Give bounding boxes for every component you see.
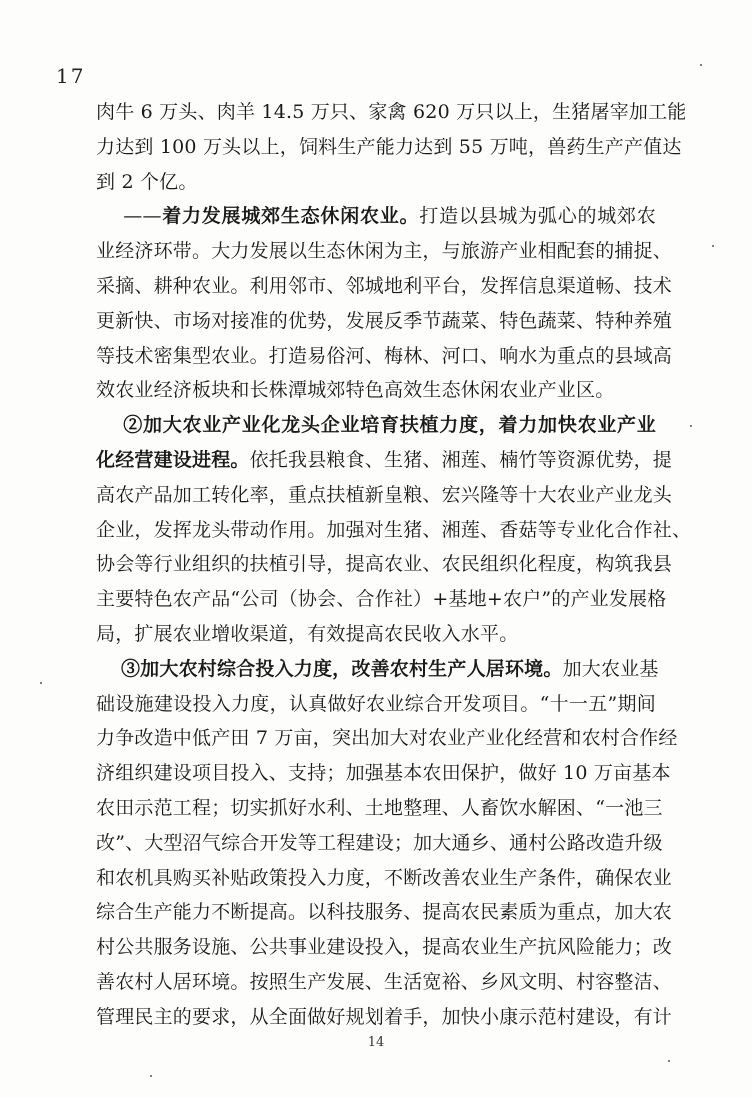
text-line [96,269,673,304]
text-line [96,791,663,826]
heading-text: 着力发展城郊生态休闲农业。 [161,205,420,228]
text-line [96,582,667,617]
text-line [96,478,673,513]
scan-speck [700,64,702,66]
line-text: 济组织建设项目投入、支持；加强基本农田保护，做好 10 万亩基本 [96,762,671,785]
text-line [96,965,673,1000]
line-text: 肉牛 6 万头、肉羊 14.5 万只、家禽 620 万只以上，生猪屠宰加工能 [96,101,687,123]
text-line [96,304,673,339]
line-text: 企业，发挥龙头带动作用。加强对生猪、湘莲、香菇等专业化合作社、 [96,518,692,541]
text-line [96,130,682,165]
line-text: 农田示范工程；切实抓好水利、土地整理、人畜饮水解困、“一池三 [96,796,663,819]
line-text: 善农村人居环境。按照生产发展、生活宽裕、乡风文明、村容整洁、 [96,970,673,993]
text-line [96,861,673,896]
scan-speck [40,682,42,684]
heading-text: 化经营建设进程。 [96,448,250,471]
line-text: 依托我县粮食、生猪、湘莲、楠竹等资源优势，提 [249,448,673,471]
body-text [96,95,692,1035]
text-line [96,234,673,269]
heading-text: ②加大农业产业化龙头企业培育扶植力度，着力加快农业产业 [123,414,656,437]
line-text: —— [96,205,162,228]
text-line [96,617,656,652]
text-line [96,373,656,408]
line-text: 综合生产能力不断提高。以科技服务、提高农民素质为重点，加大农 [96,901,673,924]
text-line [96,895,673,930]
scan-speck [668,1060,670,1062]
line-text: 更新快、市场对接准的优势，发展反季节蔬菜、特色蔬菜、特种养殖 [96,309,673,332]
line-text: 等技术密集型农业。打造易俗河、梅林、河口、响水为重点的县域高 [96,344,673,367]
line-text: 采摘、耕种农业。利用邻市、邻城地利平台，发挥信息渠道畅、技术 [96,274,673,297]
line-text: 到 2 个亿。 [96,170,198,193]
text-line [96,165,656,200]
line-text: 和农机具购买补贴政策投入力度，不断改善农业生产条件，确保农业 [96,866,673,889]
text-line [96,930,673,965]
text-line [96,95,687,130]
text-line [96,199,656,234]
text-line [96,443,673,478]
line-text: 效农业经济板块和长株潭城郊特色高效生态休闲农业产业区。 [96,379,615,402]
text-line [96,408,656,443]
line-text: 主要特色农产品“公司（协会、合作社）+基地+农户”的产业发展格 [96,588,667,611]
line-text: 力争改造中低产田 7 万亩，突出加大对农业产业化经营和农村合作经 [96,727,678,750]
text-line [96,756,671,791]
line-text: 局，扩展农业增收渠道，有效提高农民收入水平。 [96,622,519,645]
text-line [96,547,673,582]
line-text: 打造以县城为弧心的城郊农 [419,205,657,228]
line-text: 高农产品加工转化率，重点扶植新皇粮、宏兴隆等十大农业产业龙头 [96,483,673,506]
line-text: 管理民主的要求，从全面做好规划着手，加快小康示范村建设，有计 [96,1005,673,1028]
text-line [96,513,692,548]
scan-speck [150,1075,152,1077]
text-line [96,339,673,374]
text-line [96,826,663,861]
line-text: 改”、大型沼气综合开发等工程建设；加大通乡、通村公路改造升级 [96,831,663,854]
line-text [96,658,121,680]
line-text: 础设施建设投入力度，认真做好农业综合开发项目。“十一五”期间 [96,692,656,715]
line-text: 村公共服务设施、公共事业建设投入，提高农业生产抗风险能力；改 [96,936,673,959]
page-corner-mark: 17 [56,64,86,88]
heading-text: ③加大农村综合投入力度，改善农村生产人居环境。 [120,657,563,680]
text-line [96,687,656,722]
line-text: 业经济环带。大力发展以生态休闲为主，与旅游产业相配套的捕捉、 [96,240,673,263]
line-text: 力达到 100 万头以上，饲料生产能力达到 55 万吨，兽药生产产值达 [96,135,682,158]
line-text: 协会等行业组织的扶植引导，提高农业、农民组织化程度，构筑我县 [96,553,673,576]
line-text [96,414,123,436]
text-line [96,652,659,687]
page-number: 14 [367,1035,385,1050]
line-text: 加大农业基 [562,657,659,680]
scan-speck [712,245,714,247]
text-line [96,721,678,756]
text-line [96,1000,673,1035]
scan-speck [690,425,692,427]
